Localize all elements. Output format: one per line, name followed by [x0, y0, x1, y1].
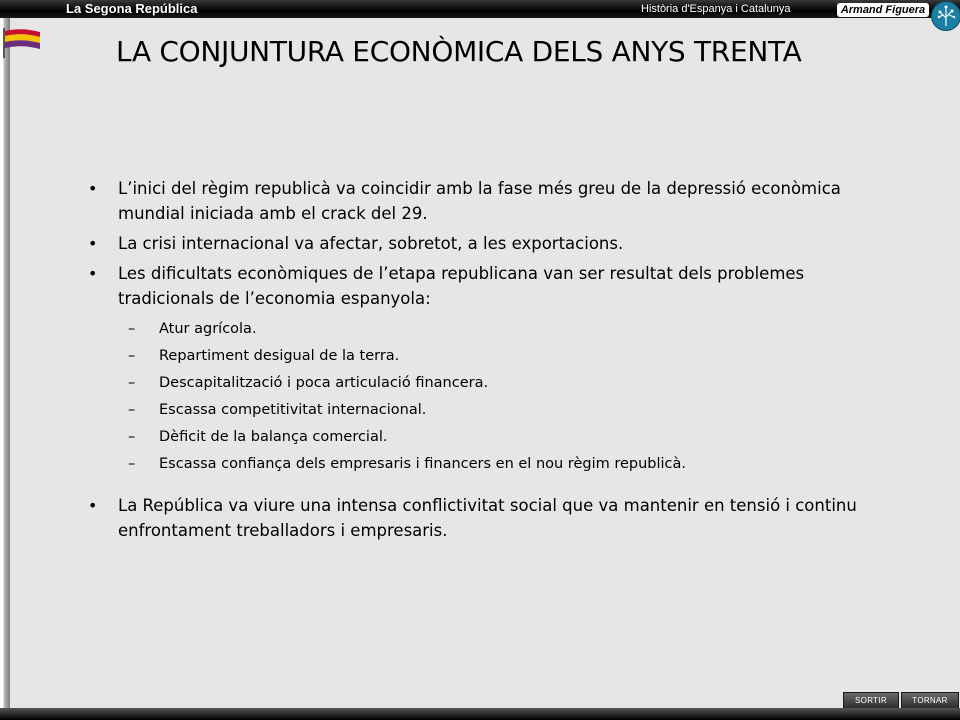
- sub-bullet-text: Repartiment desigual de la terra.: [159, 348, 400, 364]
- author-label: Armand Figuera: [837, 3, 929, 17]
- bullet-item: [88, 231, 888, 256]
- left-sidebar-bar: [0, 18, 10, 708]
- bullet-item: [88, 493, 888, 543]
- bullet-text: L’inici del règim republicà va coincidir amb la fase més greu de la depressió econòmica mundial iniciada amb el crack del 29.: [118, 179, 841, 223]
- spacer: [88, 478, 888, 493]
- slide-content: [88, 176, 888, 548]
- bottom-bar: [0, 708, 960, 720]
- bullet-item: [88, 176, 888, 226]
- sub-bullet-item: [88, 397, 888, 424]
- bullet-item: [88, 261, 888, 311]
- bullet-marker: •: [88, 264, 98, 283]
- dash-marker: –: [128, 429, 136, 445]
- back-button[interactable]: TORNAR: [901, 692, 959, 709]
- sub-bullet-item: [88, 451, 888, 478]
- exit-button[interactable]: SORTIR: [843, 692, 899, 709]
- sub-bullet-item: [88, 370, 888, 397]
- top-bar: [0, 0, 960, 18]
- dash-marker: –: [128, 402, 136, 418]
- sub-bullet-text: Dèficit de la balança comercial.: [159, 429, 388, 445]
- bullet-text: La República va viure una intensa conflictivitat social que va mantenir en tensió i continu enfrontament treballadors i empresaris.: [118, 496, 857, 540]
- tree-logo-icon: [931, 1, 960, 31]
- sub-bullet-text: Atur agrícola.: [159, 321, 257, 337]
- bullet-marker: •: [88, 234, 98, 253]
- sub-bullet-item: [88, 316, 888, 343]
- bullet-marker: •: [88, 496, 98, 515]
- bullet-text: Les dificultats econòmiques de l’etapa republicana van ser resultat dels problemes tradicionals de l’economia espanyola:: [118, 264, 805, 308]
- section-title: La Segona República: [66, 1, 198, 16]
- sub-bullet-text: Escassa confiança dels empresaris i financers en el nou règim republicà.: [159, 456, 687, 472]
- sub-bullet-text: Escassa competitivitat internacional.: [159, 402, 427, 418]
- page-title: LA CONJUNTURA ECONÒMICA DELS ANYS TRENTA: [116, 35, 802, 68]
- sub-bullet-item: [88, 424, 888, 451]
- bullet-marker: •: [88, 179, 98, 198]
- dash-marker: –: [128, 321, 136, 337]
- sub-bullet-item: [88, 343, 888, 370]
- dash-marker: –: [128, 375, 136, 391]
- sub-bullet-text: Descapitalització i poca articulació financera.: [159, 375, 489, 391]
- republican-flag-icon: [2, 28, 42, 62]
- dash-marker: –: [128, 348, 136, 364]
- bullet-text: La crisi internacional va afectar, sobretot, a les exportacions.: [118, 234, 624, 253]
- course-title: Història d'Espanya i Catalunya: [641, 3, 791, 15]
- dash-marker: –: [128, 456, 136, 472]
